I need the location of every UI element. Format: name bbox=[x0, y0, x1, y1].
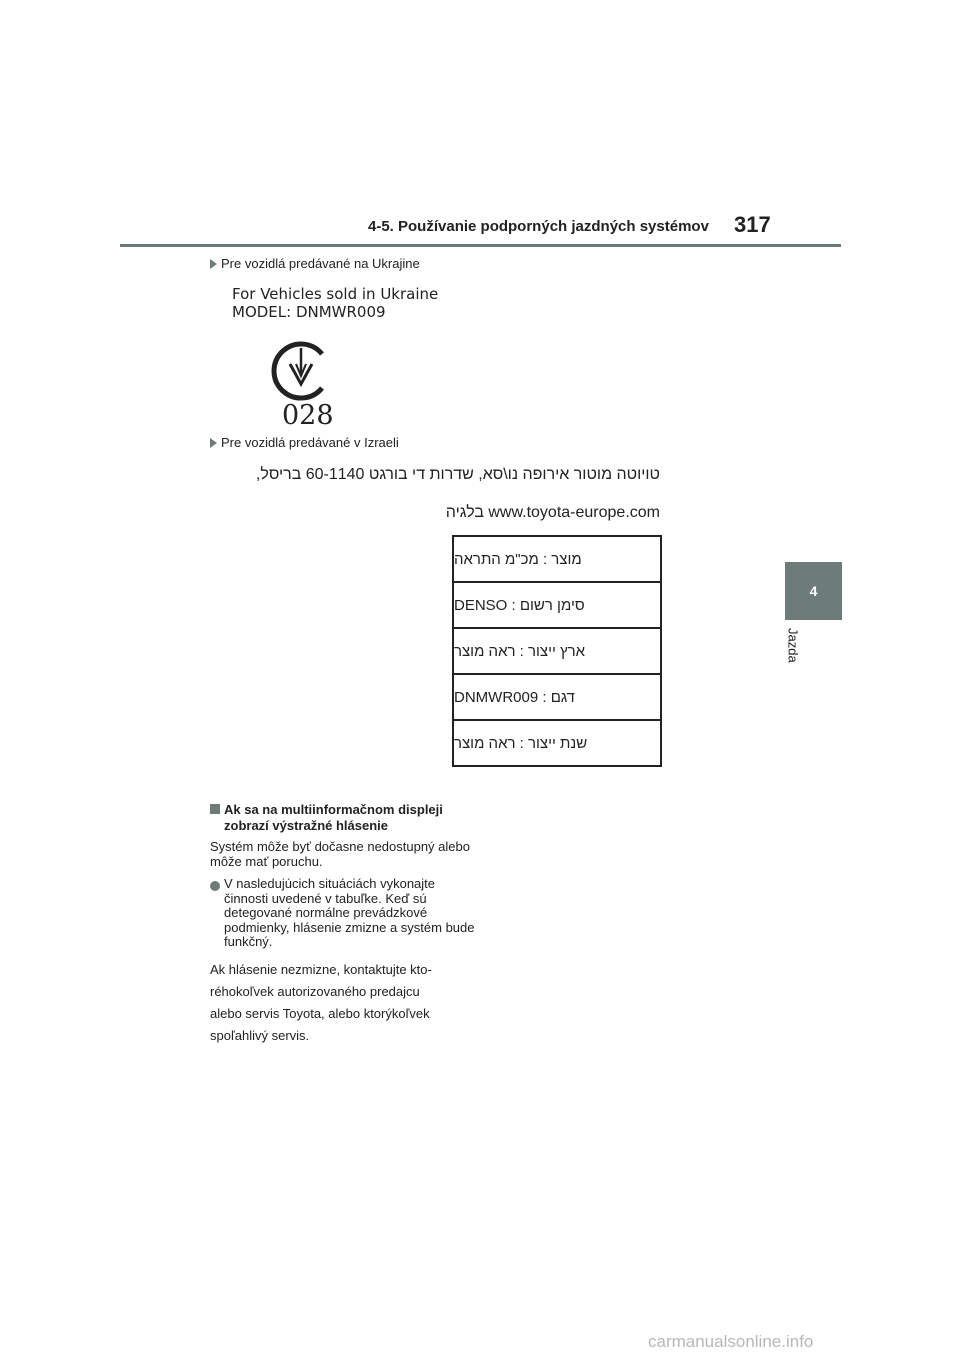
ukraine-heading-text: Pre vozidlá predávané na Ukrajine bbox=[221, 256, 420, 271]
israel-website-line: www.toyota-europe.com בלגיה bbox=[445, 504, 660, 521]
closing-line: réhokoľvek autorizovaného predajcu bbox=[210, 984, 420, 999]
warning-paragraph: Systém môže byť dočasne nedostupný alebo môže mať poruchu. bbox=[210, 839, 470, 869]
warning-bullet-text: V nasledujúcich situáciách vykonajte činnosti uvedené v tabuľke. Keď sú detegované normálne prevádzkové podmienky, hlásenie zmizne a systém bude funkčný. bbox=[224, 876, 475, 949]
chapter-number: 4 bbox=[809, 583, 818, 599]
warning-title: Ak sa na multiinformačnom displeji zobrazí výstražné hlásenie bbox=[224, 802, 443, 833]
chapter-tab bbox=[785, 562, 842, 620]
ukraine-line-1: For Vehicles sold in Ukraine bbox=[232, 285, 439, 303]
triangle-bullet-icon bbox=[210, 438, 217, 448]
page-number: 317 bbox=[734, 212, 771, 237]
ukraine-heading bbox=[210, 256, 420, 271]
israel-importer-line: טויוטה מוטור אירופה נו\סא, שדרות די בורגט 60-1140 בריסל, bbox=[255, 466, 660, 483]
closing-line: spoľahlivý servis. bbox=[210, 1028, 310, 1043]
chapter-label: Jazda bbox=[785, 628, 801, 663]
closing-line: alebo servis Toyota, alebo ktorýkoľvek bbox=[210, 1006, 430, 1021]
ukraine-line-2: MODEL: DNMWR009 bbox=[232, 303, 386, 321]
round-bullet-icon bbox=[210, 881, 220, 891]
table-row: סימן רשום : DENSO bbox=[454, 583, 660, 629]
table-row: דגם : DNMWR009 bbox=[454, 675, 660, 721]
ukraine-conformity-mark-icon bbox=[270, 340, 332, 402]
table-row: מוצר : מכ"מ התראה bbox=[454, 537, 660, 583]
table-row: ארץ ייצור : ראה מוצר bbox=[454, 629, 660, 675]
israel-heading-text: Pre vozidlá predávané v Izraeli bbox=[221, 435, 399, 450]
ukraine-mark-number: 028 bbox=[282, 400, 334, 431]
square-bullet-icon bbox=[210, 804, 220, 814]
table-row: שנת ייצור : ראה מוצר bbox=[454, 734, 588, 752]
header-divider bbox=[120, 244, 841, 247]
section-title: 4-5. Používanie podporných jazdných systémov bbox=[368, 218, 709, 235]
israel-info-table bbox=[452, 535, 662, 767]
watermark: carmanualsonline.info bbox=[648, 1332, 814, 1351]
triangle-bullet-icon bbox=[210, 259, 217, 269]
israel-heading bbox=[210, 435, 399, 450]
closing-line: Ak hlásenie nezmizne, kontaktujte kto- bbox=[210, 962, 432, 977]
